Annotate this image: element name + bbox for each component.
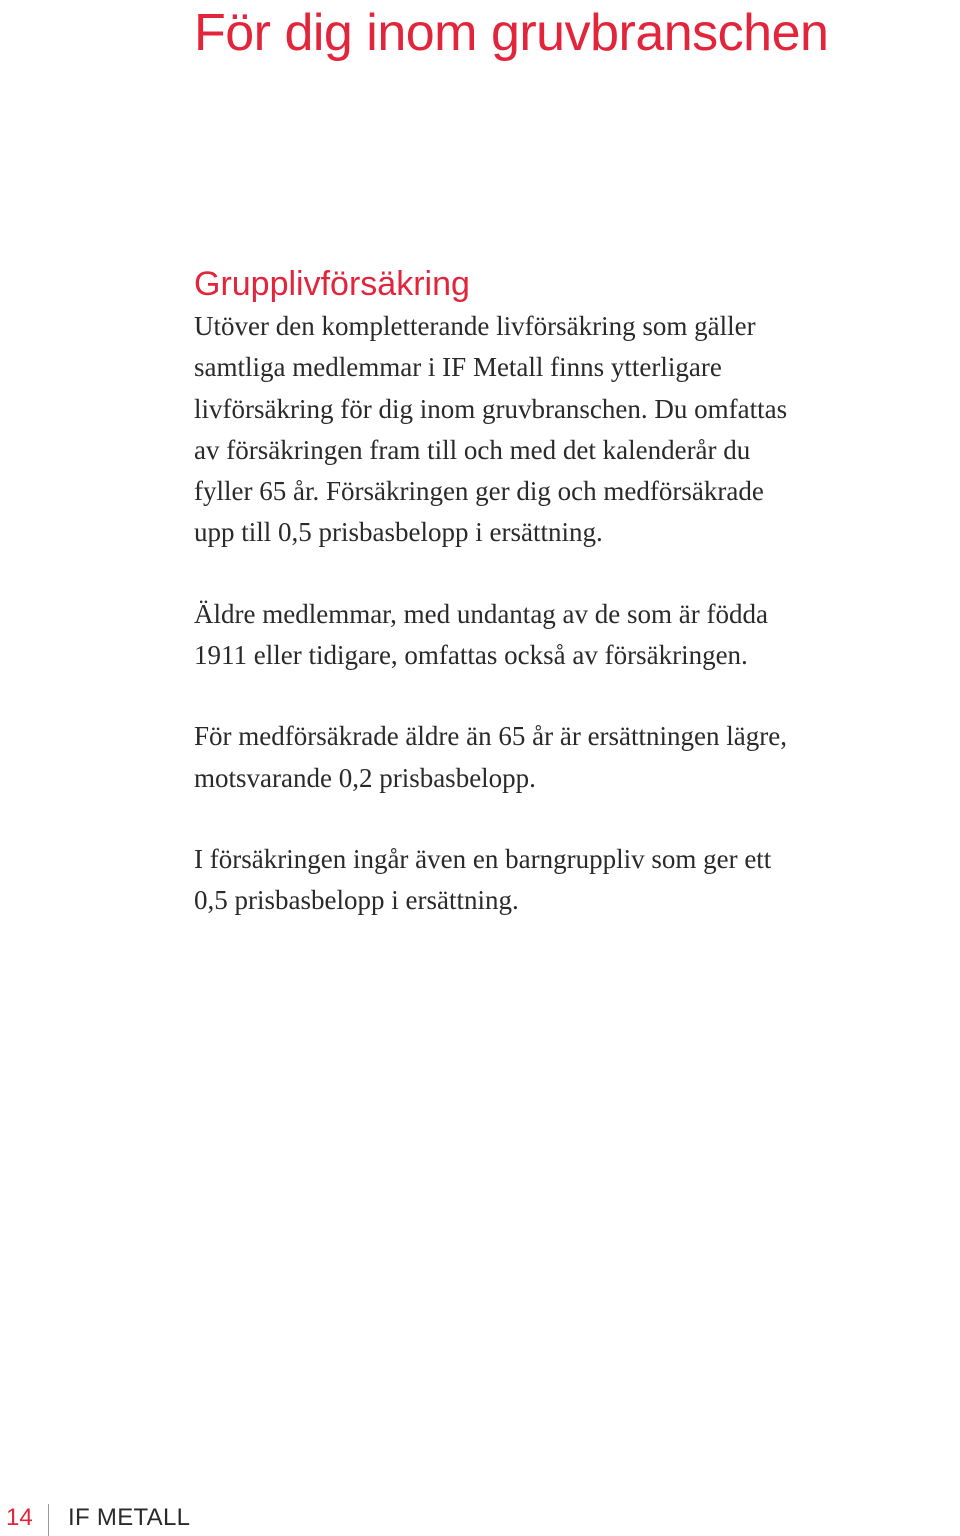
paragraph-line: I försäkringen ingår även en barngruppliv som ger ett (194, 843, 772, 874)
section-heading: Grupplivförsäkring (194, 265, 470, 303)
paragraph-line: samtliga medlemmar i IF Metall finns ytterligare (194, 352, 722, 383)
paragraph-line: av försäkringen fram till och med det kalenderår du (194, 434, 751, 465)
main-content (194, 262, 960, 922)
paragraph-child-insurance (194, 839, 960, 922)
paragraph-line: upp till 0,5 prisbasbelopp i ersättning. (194, 517, 603, 548)
publication-name: IF METALL (68, 1504, 191, 1531)
footer-divider (48, 1504, 49, 1536)
paragraph-group-insurance (194, 306, 960, 554)
page-title: För dig inom gruvbranschen (194, 4, 829, 62)
paragraph-line: För medförsäkrade äldre än 65 år är ersättningen lägre, (194, 721, 787, 752)
paragraph-line: motsvarande 0,2 prisbasbelopp. (194, 762, 536, 793)
paragraph-line: Äldre medlemmar, med undantag av de som är födda (194, 598, 768, 629)
paragraph-line: 1911 eller tidigare, omfattas också av försäkringen. (194, 640, 748, 671)
paragraph-line: Utöver den kompletterande livförsäkring som gäller (194, 311, 756, 341)
paragraph-older-members (194, 594, 960, 677)
page-footer (0, 1500, 960, 1536)
paragraph-line: 0,5 prisbasbelopp i ersättning. (194, 885, 519, 916)
paragraph-line: livförsäkring för dig inom gruvbranschen. Du omfattas (194, 393, 788, 424)
paragraph-co-insured (194, 716, 960, 799)
page-number: 14 (6, 1504, 33, 1531)
paragraph-line: fyller 65 år. Försäkringen ger dig och medförsäkrade (194, 476, 764, 507)
